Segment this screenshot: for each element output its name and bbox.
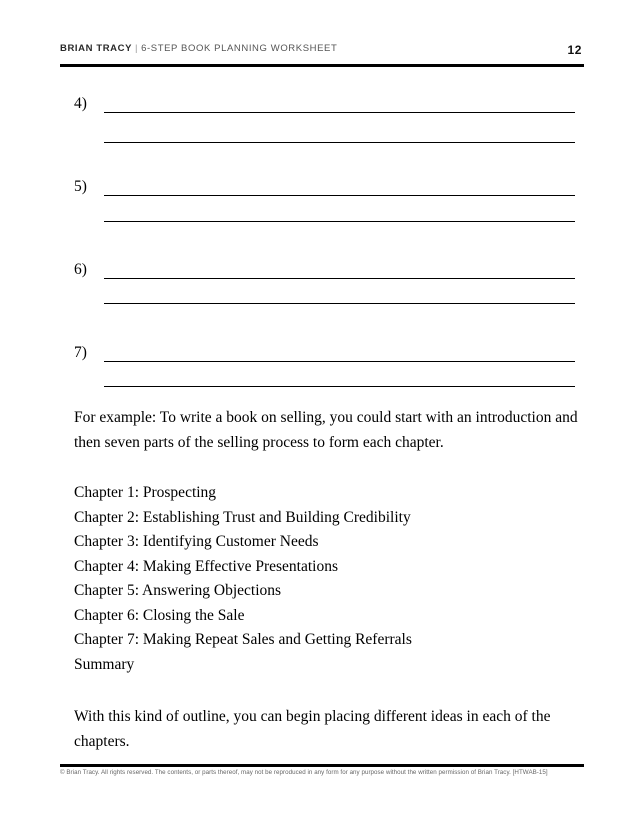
chapter-item: Chapter 6: Closing the Sale: [74, 606, 245, 624]
answer-line[interactable]: [104, 142, 575, 143]
chapter-item: Chapter 3: Identifying Customer Needs: [74, 533, 319, 550]
answer-line[interactable]: [104, 303, 575, 304]
example-paragraph: For example: To write a book on selling, you could start with an introduction and then seven parts of the selling process to form each chapter.: [74, 409, 578, 451]
answer-line[interactable]: [104, 221, 575, 222]
chapter-item: Chapter 2: Establishing Trust and Building Credibility: [74, 508, 411, 526]
item-number: 5): [74, 178, 87, 195]
chapter-list: [74, 481, 594, 677]
header-author: BRIAN TRACY: [60, 43, 133, 54]
answer-line[interactable]: [104, 195, 575, 196]
closing-paragraph: With this kind of outline, you can begin placing different ideas in each of the chapters.: [74, 708, 551, 750]
item-number: 4): [74, 95, 87, 112]
chapter-item: Chapter 4: Making Effective Presentations: [74, 557, 339, 575]
item-number: 7): [74, 344, 87, 361]
header-separator: |: [135, 43, 139, 54]
footer-rule: [60, 764, 584, 767]
item-number: 6): [74, 261, 87, 278]
page-number: 12: [567, 43, 582, 57]
chapter-item: Chapter 7: Making Repeat Sales and Getting Referrals: [74, 631, 412, 648]
chapter-item: Chapter 1: Prospecting: [74, 484, 217, 501]
copyright-footer: © Brian Tracy. All rights reserved. The contents, or parts thereof, may not be reproduced in any form for any purpose without the written permission of Brian Tracy. [HTWAB-15]: [60, 769, 548, 776]
answer-line[interactable]: [104, 112, 575, 113]
chapter-item: Chapter 5: Answering Objections: [74, 582, 282, 599]
answer-line[interactable]: [104, 361, 575, 362]
chapter-item-summary: Summary: [74, 655, 135, 673]
answer-line[interactable]: [104, 386, 575, 387]
header-rule: [60, 64, 584, 67]
header-subtitle: 6-STEP BOOK PLANNING WORKSHEET: [141, 43, 338, 54]
answer-line[interactable]: [104, 278, 575, 279]
page-header: [60, 43, 584, 61]
